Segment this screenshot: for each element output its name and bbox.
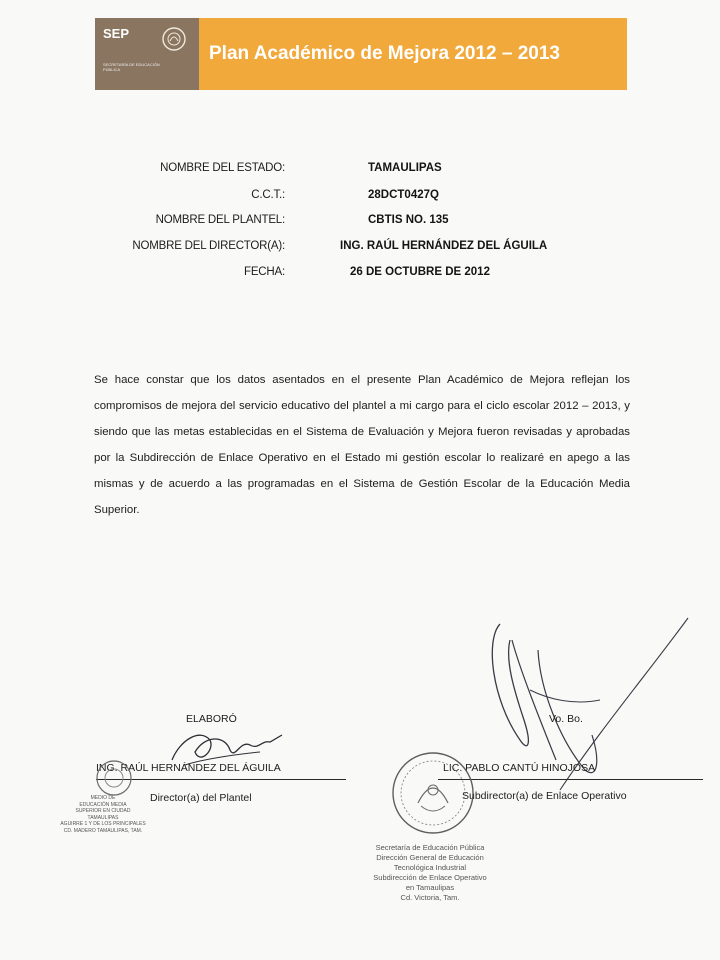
agency-subtitle: SECRETARÍA DE EDUCACIÓN PÚBLICA [103, 62, 160, 72]
left-seal-icon [94, 758, 134, 798]
stamp-line: en Tamaulipas [405, 883, 455, 892]
stamp-line: EDUCACIÓN MEDIA [79, 801, 127, 808]
school-label: NOMBRE DEL PLANTEL: [155, 214, 285, 226]
cct-value: 28DCT0427Q [368, 189, 439, 201]
vobo-caption: Vo. Bo. [549, 713, 583, 725]
document-title: Plan Académico de Mejora 2012 – 2013 [209, 43, 560, 64]
certification-paragraph: Se hace constar que los datos asentados en el presente Plan Académico de Mejora reflejan los compromisos de mejora del servicio educativo del plantel a mi cargo para el ciclo escolar 2012 – 2013, y siendo que las metas establecidas en el Sistema de Evaluación y Mejora fueron revisadas y aprobadas por la Subdirección de Enlace Operativo en el Estado mi gestión escolar lo realizaré en apego a las mismas y de acuerdo a las programadas en el Sistema de Gestión Escolar de la Educación Media Superior. [94, 374, 630, 516]
stamp-line: SUPERIOR EN CIUDAD [75, 808, 131, 814]
stamp-line: Tecnológica Industrial [393, 863, 467, 872]
school-value: CBTIS NO. 135 [368, 214, 449, 226]
stamp-line: CD. MADERO TAMAULIPAS, TAM. [63, 827, 143, 834]
date-value: 26 DE OCTUBRE DE 2012 [350, 266, 490, 278]
right-signer-role: Subdirector(a) de Enlace Operativo [462, 790, 627, 802]
stamp-line: Subdirección de Enlace Operativo [373, 873, 487, 882]
official-stamp-text [320, 843, 540, 903]
stamp-line: Cd. Victoria, Tam. [400, 893, 460, 902]
left-signer-role: Director(a) del Plantel [150, 792, 252, 804]
stamp-line: AGUIRRE 1 Y DE LOS PRINCIPALES [60, 821, 146, 827]
state-value: TAMAULIPAS [368, 162, 442, 174]
agency-label: SEP [103, 26, 130, 41]
official-seal-icon [388, 748, 478, 838]
stamp-line: MEDIO DE [90, 795, 116, 801]
date-label: FECHA: [244, 266, 285, 278]
cct-label: C.C.T.: [251, 189, 285, 201]
left-stamp-text [48, 795, 158, 834]
director-value: ING. RAÚL HERNÁNDEZ DEL ÁGUILA [340, 240, 548, 252]
left-signer-name: ING. RAÚL HERNÁNDEZ DEL ÁGUILA [96, 762, 281, 774]
stamp-line: Dirección General de Educación [376, 853, 484, 862]
elaboro-caption: ELABORÓ [186, 713, 237, 725]
state-label: NOMBRE DEL ESTADO: [160, 162, 285, 174]
right-signer-name: LIC. PABLO CANTÚ HINOJOSA [443, 762, 596, 774]
stamp-line: Secretaría de Educación Pública [375, 843, 485, 852]
stamp-line: TAMAULIPAS [87, 814, 119, 821]
director-label: NOMBRE DEL DIRECTOR(A): [132, 240, 285, 252]
